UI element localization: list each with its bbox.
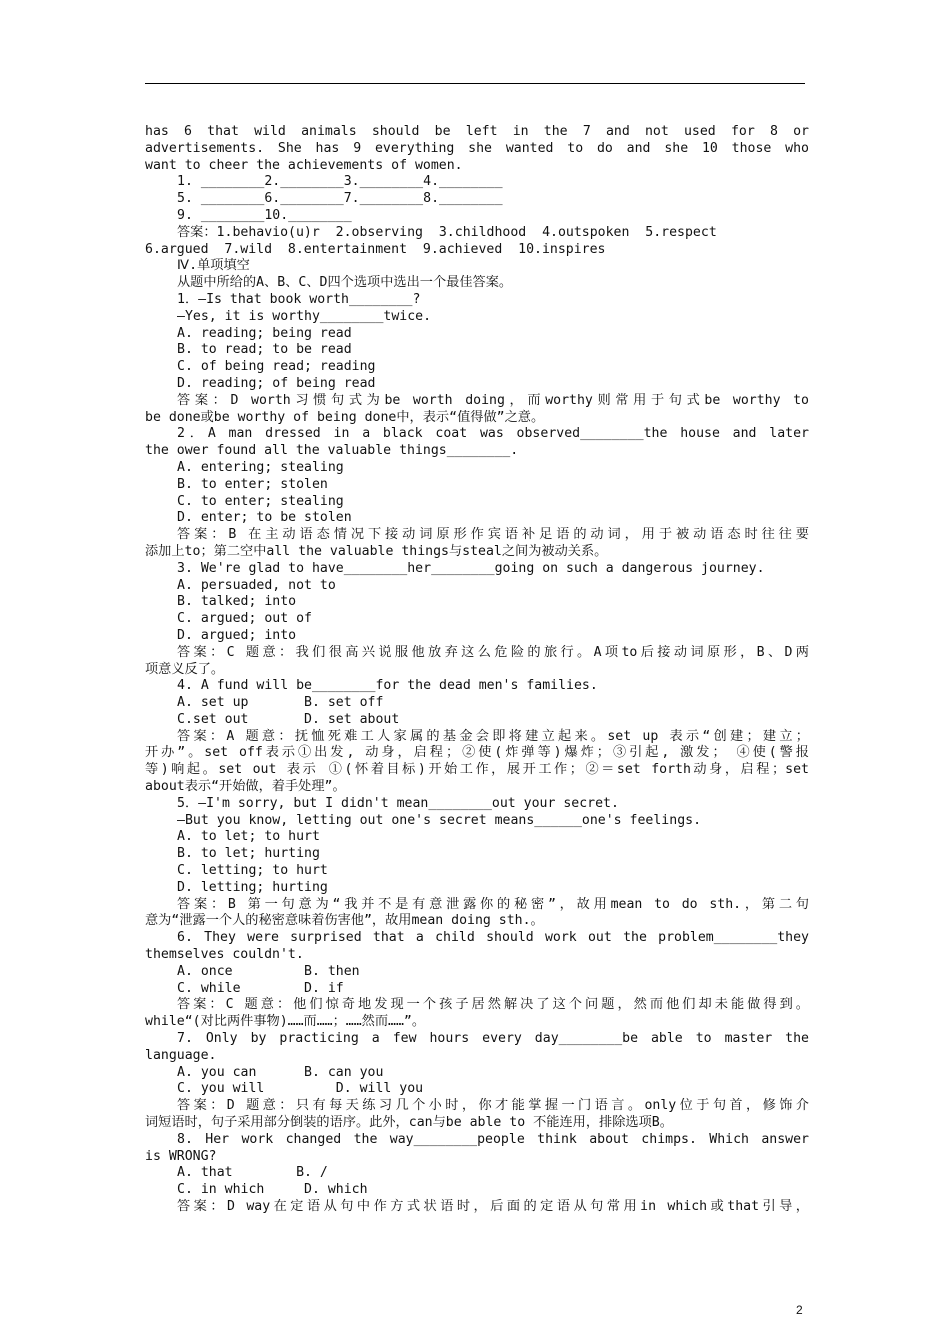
text-line: while“(对比两件事物)……而……；……然而……”。 <box>145 1014 426 1030</box>
text-line: 9. ________10.________ <box>177 207 352 223</box>
text-line: —Yes, it is worthy________twice. <box>177 308 432 324</box>
text-line: D. letting; hurting <box>177 879 328 895</box>
header-rule <box>145 83 805 84</box>
text-line: 7. Only by practicing a few hours every day________be able to master the <box>177 1031 809 1047</box>
text-line: A. set up B. set off <box>177 695 384 711</box>
text-line: 2．A man dressed in a black coat was observed________the house and later <box>177 426 809 442</box>
text-line: B. talked; into <box>177 594 297 610</box>
text-line: be done或be worthy of being done中，表示“值得做”之意。 <box>145 409 545 425</box>
text-line: C. argued; out of <box>177 611 312 627</box>
text-line: 答案：D 题意：只有每天练习几个小时，你才能掌握一门语言。only位于句首，修饰介 <box>177 1098 809 1114</box>
text-line: 答案：C 题意：我们很高兴说服他放弃这么危险的旅行。A项to后接动词原形，B、D两 <box>177 644 809 660</box>
text-line: D. reading; of being read <box>177 375 376 391</box>
text-line: 3. We're glad to have________her________going on such a dangerous journey. <box>177 560 765 576</box>
text-line: 5. ________6.________7.________8.________ <box>177 191 503 207</box>
text-line: 开办”。set off表示①出发, 动身，启程；②使(炸弹等)爆炸；③引起, 激发； ④使(警报 <box>145 745 809 761</box>
text-line: 答案：D worth习惯句式为be worth doing，而worthy则常用于句式be worthy to <box>177 392 809 408</box>
text-line: C. you will D. will you <box>177 1081 424 1097</box>
page-number: 2 <box>796 1303 803 1317</box>
text-line: C.set out D. set about <box>177 711 400 727</box>
text-line: C. in which D. which <box>177 1182 368 1198</box>
text-line: A. persuaded, not to <box>177 577 336 593</box>
text-line: 答案：B 在主动语态情况下接动词原形作宾语补足语的动词，用于被动语态时往往要 <box>177 527 809 543</box>
text-line: 4. A fund will be________for the dead men's families. <box>177 678 598 694</box>
text-line: is WRONG? <box>145 1148 217 1164</box>
text-line: has 6 that wild animals should be left in the 7 and not used for 8 or <box>145 124 809 139</box>
text-line: 答案：B 第一句意为“我并不是有意泄露你的秘密”，故用mean to do sth.，第二句 <box>177 896 809 912</box>
text-line: 答案：A 题意：抚恤死难工人家属的基金会即将建立起来。set up 表示“创建；建立； <box>177 728 809 744</box>
text-line: 词短语时，句子采用部分倒装的语序。此外，can与be able to 不能连用，排除选项B。 <box>145 1115 673 1131</box>
text-line: 意为“泄露一个人的秘密意味着伤害他”，故用mean doing sth.。 <box>145 913 544 929</box>
text-line: want to cheer the achievements of women. <box>145 157 463 173</box>
text-line: —But you know, letting out one's secret means______one's feelings. <box>177 812 702 828</box>
text-line: 等)响起。set out 表示 ①(怀着目标)开始工作，展开工作；②＝set forth动身，启程；set <box>145 762 809 778</box>
text-line: B. to enter; stolen <box>177 476 328 492</box>
text-line: 1．—Is that book worth________? <box>177 291 421 307</box>
text-line: C. while D. if <box>177 980 344 996</box>
text-line: C. of being read; reading <box>177 359 376 375</box>
text-line: A. entering; stealing <box>177 459 344 475</box>
text-line: 6.argued 7.wild 8.entertainment 9.achieved 10.inspires <box>145 241 606 257</box>
text-line: A. you can B. can you <box>177 1064 384 1080</box>
text-line: about表示“开始做，着手处理”。 <box>145 779 346 795</box>
text-line: A. reading; being read <box>177 325 352 341</box>
text-line: C. to enter; stealing <box>177 493 344 509</box>
text-line: 8. Her work changed the way________people think about chimps. Which answer <box>177 1131 809 1147</box>
text-line: 答案：D way在定语从句中作方式状语时，后面的定语从句常用in which或that引导， <box>177 1199 809 1214</box>
text-line: 答案：1.behavio(u)r 2.observing 3.childhood 4.outspoken 5.respect <box>177 224 717 240</box>
text-line: C. letting; to hurt <box>177 863 328 879</box>
text-line: A. to let; to hurt <box>177 829 320 845</box>
text-line: themselves couldn't. <box>145 947 304 963</box>
text-line: 1. ________2.________3.________4.________ <box>177 174 503 190</box>
text-line: 答案：C 题意：他们惊奇地发现一个孩子居然解决了这个问题，然而他们却未能做得到。 <box>177 997 809 1013</box>
text-line: advertisements. She has 9 everything she wanted to do and she 10 those who <box>145 140 809 156</box>
text-line: 5．—I'm sorry, but I didn't mean________out your secret. <box>177 795 619 811</box>
text-line: A. that B. / <box>177 1165 328 1181</box>
text-line: 6. They were surprised that a child should work out the problem________they <box>177 930 809 946</box>
text-line: A. once B. then <box>177 963 360 979</box>
text-line: D. argued; into <box>177 627 297 643</box>
text-line: D. enter; to be stolen <box>177 510 352 526</box>
text-line: 从题中所给的A、B、C、D四个选项中选出一个最佳答案。 <box>177 275 513 291</box>
text-line: 添加上to；第二空中all the valuable things与steal之间为被动关系。 <box>145 543 608 559</box>
page-content <box>145 124 809 1216</box>
text-line: B. to let; hurting <box>177 846 320 862</box>
text-line: Ⅳ.单项填空 <box>177 258 250 274</box>
text-line: 项意义反了。 <box>145 661 225 677</box>
text-line: language. <box>145 1047 217 1063</box>
text-line: B. to read; to be read <box>177 342 352 358</box>
text-line: the ower found all the valuable things________. <box>145 443 519 459</box>
